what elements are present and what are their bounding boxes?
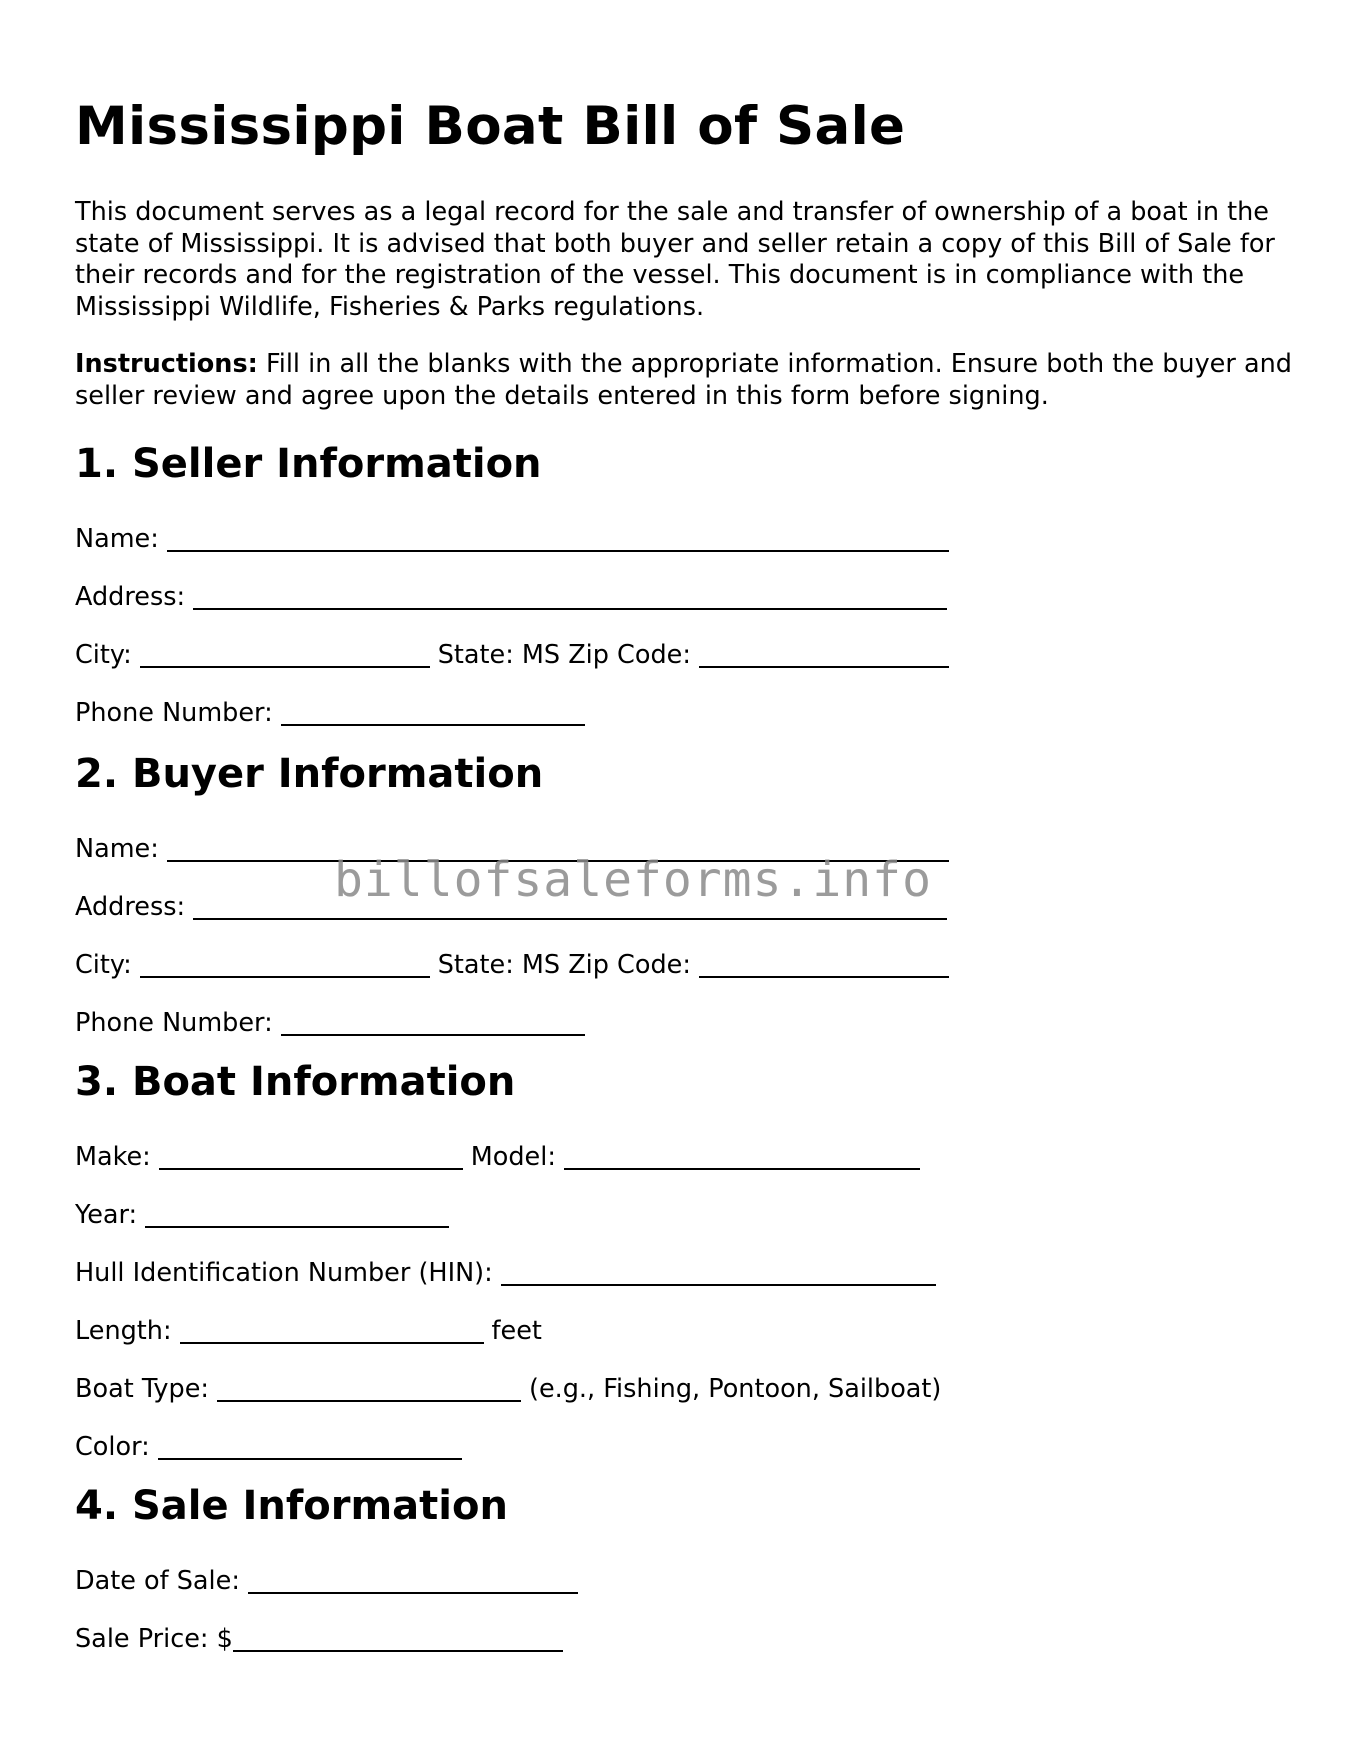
seller-city-label: City:: [75, 640, 132, 670]
boat-make-row: [75, 1116, 1295, 1174]
buyer-name-label: Name:: [75, 834, 159, 864]
seller-section: [75, 440, 1295, 730]
boat-make-label: Make:: [75, 1142, 151, 1172]
boat-type-hint: (e.g., Fishing, Pontoon, Sailboat): [529, 1374, 942, 1404]
sale-date-field[interactable]: [248, 1566, 578, 1594]
boat-heading: 3. Boat Information: [75, 1059, 516, 1105]
seller-city-field[interactable]: [140, 640, 430, 668]
boat-model-field[interactable]: [564, 1142, 920, 1170]
boat-year-label: Year:: [75, 1200, 138, 1230]
page-title: Mississippi Boat Bill of Sale: [75, 96, 906, 157]
buyer-phone-label: Phone Number:: [75, 1008, 273, 1038]
seller-address-label: Address:: [75, 582, 186, 612]
seller-name-row: [75, 498, 1295, 556]
boat-type-field[interactable]: [217, 1374, 521, 1402]
instructions-text: Fill in all the blanks with the appropriate information. Ensure both the buyer and seller review and agree upon the details entered in this form before signing.: [75, 349, 1292, 411]
seller-zip-field[interactable]: [699, 640, 949, 668]
boat-length-row: [75, 1290, 1295, 1348]
sale-date-row: [75, 1540, 1295, 1598]
buyer-state-zip-label: State: MS Zip Code:: [437, 950, 691, 980]
sale-section: [75, 1482, 1295, 1656]
boat-type-row: [75, 1348, 1295, 1406]
boat-hin-row: [75, 1232, 1295, 1290]
buyer-heading: 2. Buyer Information: [75, 751, 544, 797]
boat-length-field[interactable]: [180, 1316, 484, 1344]
sale-price-row: [75, 1598, 1295, 1656]
boat-type-label: Boat Type:: [75, 1374, 209, 1404]
sale-price-field[interactable]: [233, 1624, 563, 1652]
seller-name-label: Name:: [75, 524, 159, 554]
boat-make-field[interactable]: [159, 1142, 463, 1170]
boat-hin-label: Hull Identification Number (HIN):: [75, 1258, 493, 1288]
buyer-city-row: [75, 924, 1295, 982]
boat-color-field[interactable]: [158, 1432, 462, 1460]
boat-length-label: Length:: [75, 1316, 172, 1346]
seller-city-row: [75, 614, 1295, 672]
seller-name-field[interactable]: [167, 524, 949, 552]
seller-address-field[interactable]: [193, 582, 947, 610]
boat-year-row: [75, 1174, 1295, 1232]
buyer-phone-field[interactable]: [281, 1008, 585, 1036]
buyer-zip-field[interactable]: [699, 950, 949, 978]
seller-phone-label: Phone Number:: [75, 698, 273, 728]
buyer-address-label: Address:: [75, 892, 186, 922]
seller-phone-field[interactable]: [281, 698, 585, 726]
instructions-label: Instructions:: [75, 349, 258, 379]
sale-heading: 4. Sale Information: [75, 1483, 508, 1529]
sale-date-label: Date of Sale:: [75, 1566, 240, 1596]
boat-model-label: Model:: [470, 1142, 556, 1172]
seller-address-row: [75, 556, 1295, 614]
boat-color-row: [75, 1406, 1295, 1464]
watermark-text: billofsaleforms.info: [334, 852, 932, 908]
boat-color-label: Color:: [75, 1432, 150, 1462]
seller-phone-row: [75, 672, 1295, 730]
buyer-phone-row: [75, 982, 1295, 1040]
seller-state-zip-label: State: MS Zip Code:: [437, 640, 691, 670]
boat-hin-field[interactable]: [501, 1258, 936, 1286]
boat-length-unit: feet: [491, 1316, 542, 1346]
boat-section: [75, 1058, 1295, 1464]
sale-price-label: Sale Price: $: [75, 1624, 233, 1654]
instructions-paragraph: [75, 349, 1295, 412]
boat-year-field[interactable]: [145, 1200, 449, 1228]
buyer-city-label: City:: [75, 950, 132, 980]
intro-paragraph: This document serves as a legal record for the sale and transfer of ownership of a boat in the state of Mississippi. It is advised that both buyer and seller retain a copy of this Bill of Sale for their records and for the registration of the vessel. This document is in compliance with the Mississippi Wildlife, Fisheries & Parks regulations.: [75, 197, 1275, 322]
seller-heading: 1. Seller Information: [75, 441, 542, 487]
buyer-city-field[interactable]: [140, 950, 430, 978]
